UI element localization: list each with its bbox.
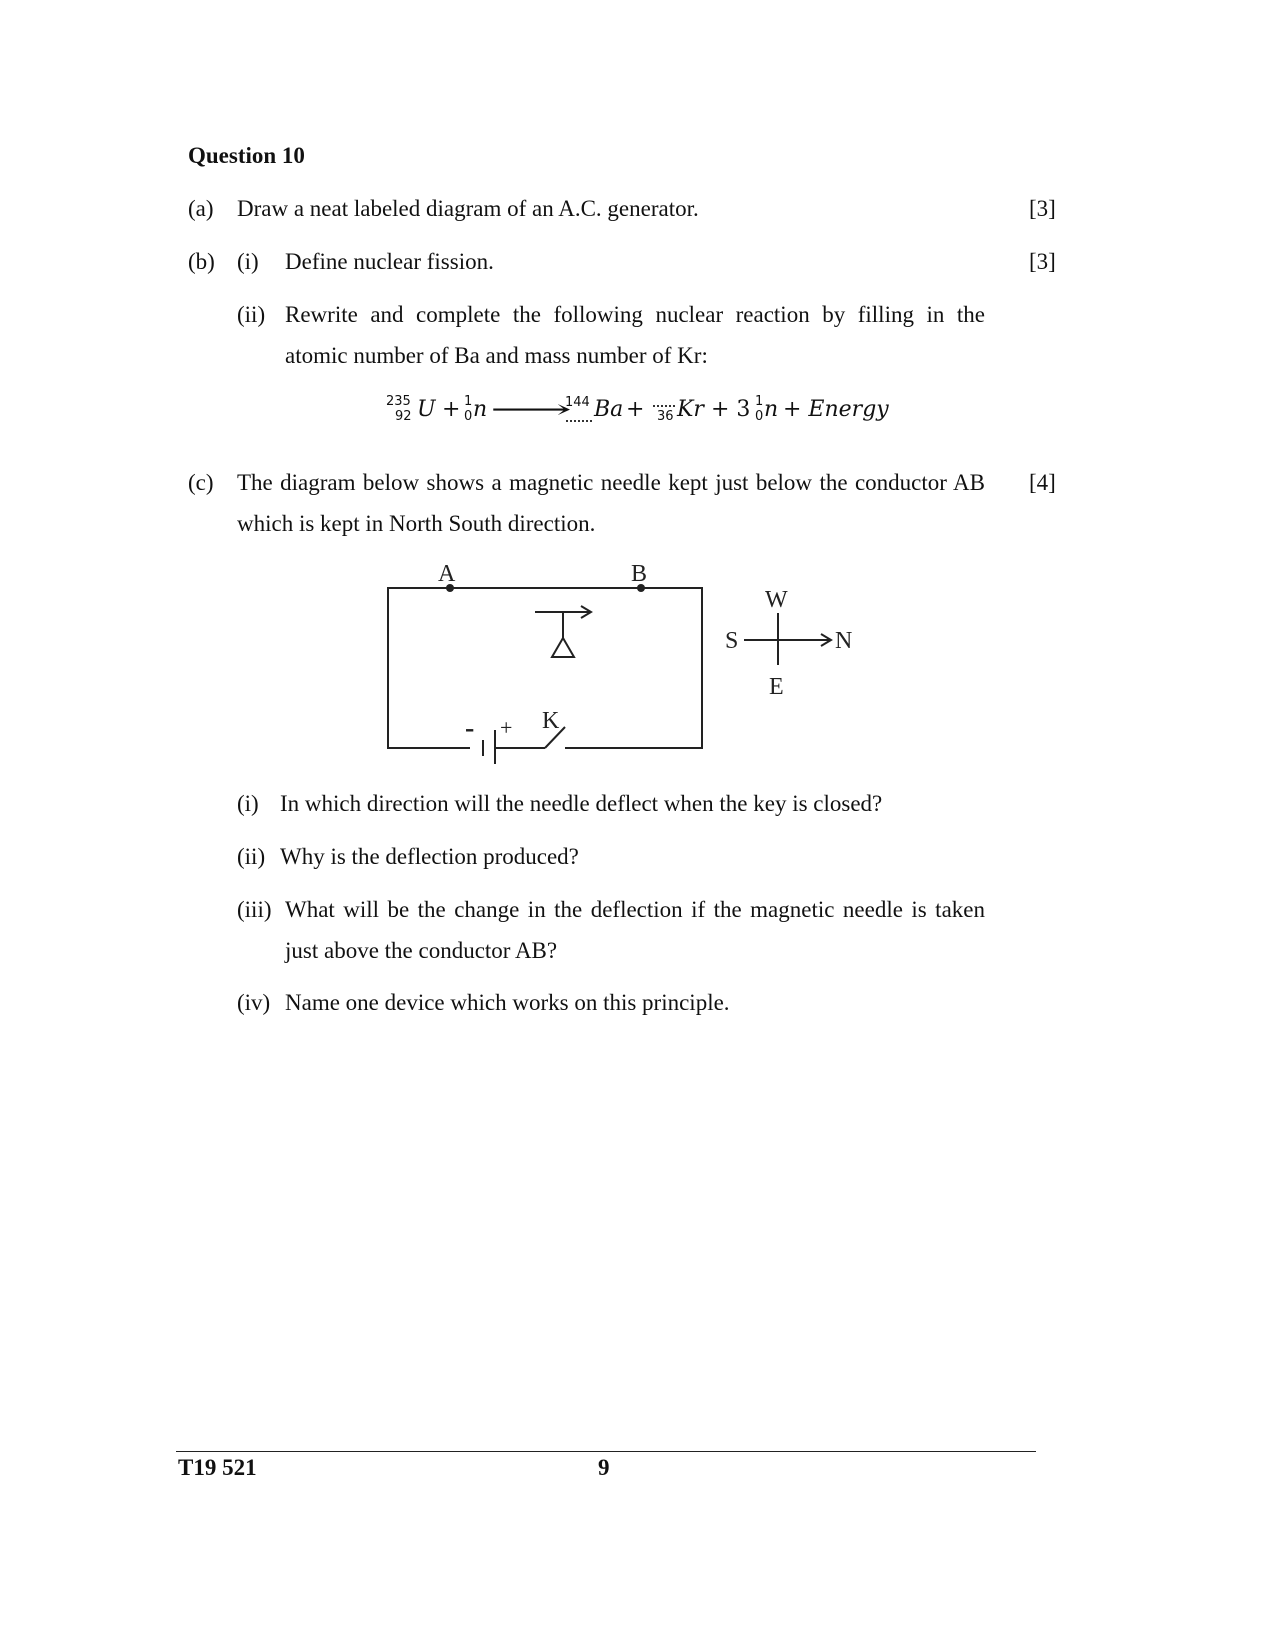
compass-south: S (725, 628, 739, 654)
part-b-ii-line1: Rewrite and complete the following nuclear reaction by filling in the (285, 302, 985, 327)
part-c-ii-text: Why is the deflection produced? (280, 844, 579, 869)
part-c-iii-label: (iii) (237, 897, 272, 922)
kr-mass-blank (653, 405, 675, 407)
part-c-iv-label: (iv) (237, 990, 271, 1015)
battery-cell (483, 730, 495, 764)
compass-rose (744, 613, 831, 665)
n1-atomic-number: 0 (464, 409, 473, 424)
question-title: Question 10 (188, 143, 305, 168)
n2-symbol: n (764, 397, 779, 422)
part-b-marks: [3] (1029, 249, 1056, 274)
u-atomic-number: 92 (395, 409, 412, 424)
ba-symbol: Ba (594, 397, 624, 422)
point-a-label: A (438, 561, 456, 587)
n2-atomic-number: 0 (755, 409, 764, 424)
kr-atomic-number: 36 (657, 409, 674, 424)
part-b-i-label: (i) (237, 249, 259, 274)
plus-3: + 3 (711, 397, 751, 422)
footer-code: T19 521 (178, 1455, 257, 1480)
ba-atomic-blank (566, 420, 592, 422)
part-c-ii-label: (ii) (237, 844, 266, 869)
n1-symbol: n (473, 397, 488, 422)
plus-1: + (442, 397, 461, 422)
kr-symbol: Kr (677, 397, 704, 422)
part-b-i-text: Define nuclear fission. (285, 249, 494, 274)
circuit-diagram (380, 555, 853, 770)
part-a-text: Draw a neat labeled diagram of an A.C. generator. (237, 196, 699, 221)
point-b-label: B (631, 561, 648, 587)
n1-mass-number: 1 (464, 394, 473, 409)
part-a-label: (a) (188, 196, 214, 221)
nuclear-reaction (380, 390, 900, 430)
energy-term: + Energy (783, 397, 889, 422)
part-b-label: (b) (188, 249, 215, 274)
battery-plus: + (500, 715, 513, 740)
u-symbol: U (417, 397, 436, 422)
part-a-marks: [3] (1029, 196, 1056, 221)
part-c-label: (c) (188, 470, 214, 495)
part-c-iii-text: What will be the change in the deflection if the magnetic needle is taken (285, 897, 985, 922)
magnetic-needle (535, 606, 591, 657)
reaction-arrow: ⟶ (490, 395, 573, 425)
n2-mass-number: 1 (755, 394, 764, 409)
page-number: 9 (598, 1455, 610, 1480)
part-c-marks: [4] (1029, 470, 1056, 495)
part-b-ii-label: (ii) (237, 302, 266, 327)
u-mass-number: 235 (386, 394, 411, 409)
part-b-ii-line2: atomic number of Ba and mass number of Kr: (285, 343, 708, 368)
part-c-line1: The diagram below shows a magnetic needle kept just below the conductor AB (237, 470, 985, 495)
compass-north: N (835, 628, 853, 654)
compass-east: E (769, 674, 784, 700)
part-c-i-label: (i) (237, 791, 259, 816)
battery-minus: - (465, 713, 475, 744)
ba-mass-number: 144 (565, 395, 590, 410)
compass-west: W (765, 587, 788, 613)
part-c-i-text: In which direction will the needle deflect when the key is closed? (280, 791, 883, 816)
footer-rule (176, 1451, 1036, 1452)
part-c-line2: which is kept in North South direction. (237, 511, 596, 536)
key-label: K (542, 708, 560, 734)
part-c-iv-text: Name one device which works on this principle. (285, 990, 730, 1015)
plus-2: + (626, 397, 645, 422)
part-c-iii-text-2: just above the conductor AB? (285, 938, 558, 963)
